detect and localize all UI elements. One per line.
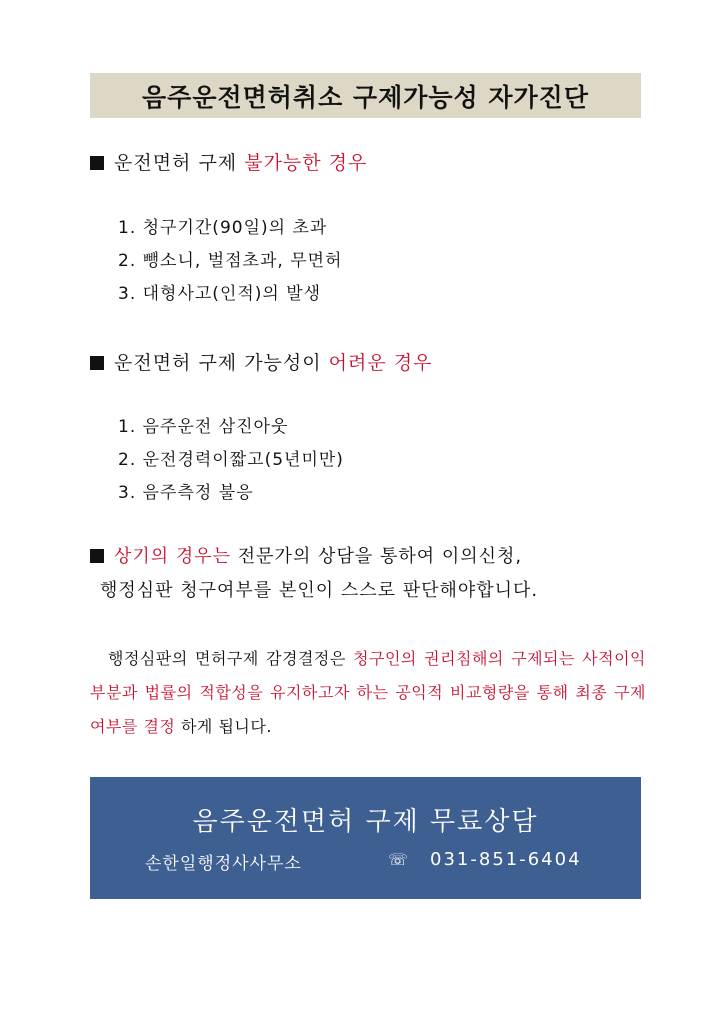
phone-icon: ☏ [388,850,411,869]
heading-highlight: 불가능한 경우 [244,152,368,174]
section-heading-difficult [90,348,432,375]
list-item: 2. 운전경력이짧고(5년미만) [118,450,344,470]
list-item: 2. 뺑소니, 벌점초과, 무면허 [118,251,343,271]
square-bullet-icon [90,356,104,370]
advice-highlight: 상기의 경우는 [114,546,232,567]
list-item: 3. 대형사고(인적)의 발생 [118,284,322,304]
heading-highlight: 어려운 경우 [328,352,433,374]
note-text-end: 하게 됩니다. [175,717,272,736]
office-name: 손한일행정사사무소 [145,854,302,874]
heading-text: 운전면허 구제 가능성이 [114,352,329,374]
advice-text-line2: 행정심판 청구여부를 본인이 스스로 판단해야합니다. [100,580,539,601]
page-title: 음주운전면허취소 구제가능성 자가진단 [90,73,641,118]
list-item: 1. 음주운전 삼진아웃 [118,417,289,437]
section-heading-impossible [90,148,367,175]
list-item: 3. 음주측정 불응 [118,483,254,503]
note-text: 행정심판의 면허구제 감경결정은 [108,649,354,668]
phone-number: 031-851-6404 [430,849,582,870]
list-item: 1. 청구기간(90일)의 초과 [118,218,328,238]
review-note [90,642,646,744]
banner-title: 음주운전면허 구제 무료상담 [192,807,539,837]
free-consultation-banner [90,777,641,899]
heading-text: 운전면허 구제 [114,152,245,174]
note-highlight: 청구인의 권리침해의 구제되는 사적이익부분과 법률의 적합성을 유지하고자 하는 공익적 비교형량을 통해 최종 구제여부를 결정 [90,649,646,736]
consult-advice [90,540,646,608]
phone-contact[interactable] [388,849,582,870]
impossible-list [118,212,342,311]
advice-text: 전문가의 상담을 통하여 이의신청, [231,546,523,567]
difficult-list [118,411,344,510]
square-bullet-icon [90,549,104,563]
square-bullet-icon [90,156,104,170]
